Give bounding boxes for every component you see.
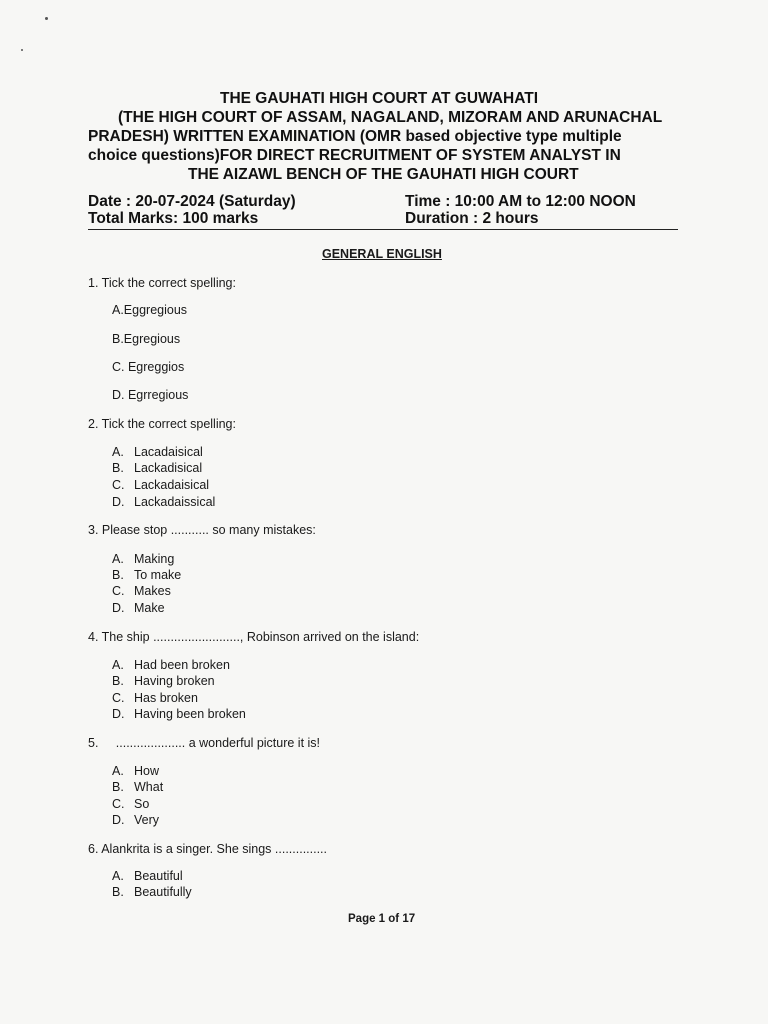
exam-header (88, 89, 678, 184)
question-6: 6. Alankrita is a singer. She sings ............... (88, 842, 328, 856)
option-letter: D. (112, 813, 125, 827)
option-text: To make (134, 568, 182, 582)
option-letter: C. (112, 584, 125, 598)
header-divider (88, 229, 678, 230)
question-5: 5. .................... a wonderful picture it is! (88, 736, 321, 750)
question-3-option (112, 584, 171, 598)
option-letter: B. (112, 780, 124, 794)
exam-time: Time : 10:00 AM to 12:00 NOON (405, 193, 636, 210)
option-text: What (134, 780, 164, 794)
option-text: Lackadaisical (134, 478, 210, 492)
question-4: 4. The ship ........................., Robinson arrived on the island: (88, 630, 420, 644)
option-letter: C. (112, 691, 125, 705)
option-letter: D. (112, 601, 125, 615)
question-3: 3. Please stop ........... so many mistakes: (88, 523, 316, 537)
header-line: THE GAUHATI HIGH COURT AT GUWAHATI (220, 90, 539, 107)
total-marks: Total Marks: 100 marks (88, 210, 259, 227)
header-line: THE AIZAWL BENCH OF THE GAUHATI HIGH COURT (188, 166, 579, 183)
question-2-option (112, 461, 202, 475)
option-text: Make (134, 601, 165, 615)
question-4-option (112, 691, 198, 705)
question-1-option: C. Egreggios (112, 360, 185, 374)
option-text: Very (134, 813, 160, 827)
option-text: Makes (134, 584, 171, 598)
option-text: Has broken (134, 691, 198, 705)
option-text: Had been broken (134, 658, 230, 672)
section-title: GENERAL ENGLISH (322, 247, 442, 261)
page-number: Page 1 of 17 (348, 913, 416, 925)
question-6-option (112, 869, 183, 883)
question-5-option (112, 764, 159, 778)
option-letter: A. (112, 764, 124, 778)
question-2-option (112, 445, 203, 459)
question-1-option: D. Egrregious (112, 388, 189, 402)
scan-speck (21, 49, 23, 51)
option-text: Beautifully (134, 885, 192, 899)
option-letter: A. (112, 552, 124, 566)
header-line: choice questions)FOR DIRECT RECRUITMENT OF SYSTEM ANALYST IN (88, 147, 621, 164)
question-1-option: A.Eggregious (112, 303, 188, 317)
option-text: Making (134, 552, 175, 566)
option-text: Lacadaisical (134, 445, 203, 459)
question-3-option (112, 568, 181, 582)
option-letter: D. (112, 495, 125, 509)
option-letter: B. (112, 461, 124, 475)
question-5-option (112, 780, 163, 794)
option-text: So (134, 797, 150, 811)
exam-duration: Duration : 2 hours (405, 210, 539, 227)
option-text: Having broken (134, 674, 215, 688)
exam-date: Date : 20-07-2024 (Saturday) (88, 193, 296, 210)
question-3-option (112, 601, 165, 615)
question-4-option (112, 658, 230, 672)
option-letter: A. (112, 658, 124, 672)
option-letter: D. (112, 707, 125, 721)
question-2-option (112, 495, 215, 509)
option-text: How (134, 764, 160, 778)
question-4-option (112, 707, 246, 721)
option-text: Lackadaissical (134, 495, 216, 509)
question-4-option (112, 674, 215, 688)
option-letter: B. (112, 674, 124, 688)
scan-speck (45, 17, 48, 20)
option-letter: B. (112, 568, 124, 582)
question-3-option (112, 552, 174, 566)
question-2-option (112, 478, 209, 492)
question-6-option (112, 885, 192, 899)
question-5-option (112, 797, 149, 811)
option-text: Lackadisical (134, 461, 203, 475)
option-letter: C. (112, 478, 125, 492)
question-5-option (112, 813, 159, 827)
option-text: Beautiful (134, 869, 183, 883)
question-1-option: B.Egregious (112, 332, 181, 346)
option-letter: A. (112, 869, 124, 883)
header-line: PRADESH) WRITTEN EXAMINATION (OMR based objective type multiple (88, 128, 622, 145)
header-line: (THE HIGH COURT OF ASSAM, NAGALAND, MIZORAM AND ARUNACHAL (118, 109, 663, 126)
question-1: 1. Tick the correct spelling: (88, 276, 236, 290)
option-letter: B. (112, 885, 124, 899)
question-2: 2. Tick the correct spelling: (88, 417, 236, 431)
option-text: Having been broken (134, 707, 246, 721)
option-letter: C. (112, 797, 125, 811)
option-letter: A. (112, 445, 124, 459)
